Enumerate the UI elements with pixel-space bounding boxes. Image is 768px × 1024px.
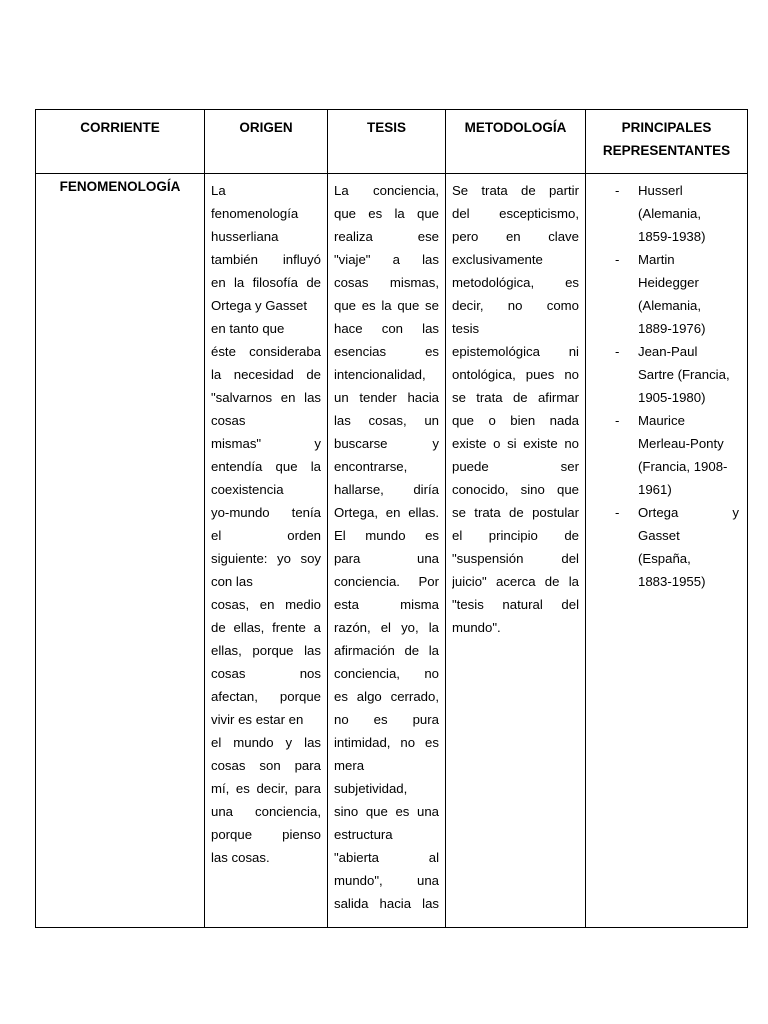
tesis-line: mera xyxy=(334,758,365,773)
metodologia-line: se trata de postular xyxy=(452,505,579,520)
philosophy-table xyxy=(35,109,748,928)
tesis-line: subjetividad, xyxy=(334,781,408,796)
tesis-line: buscarse y xyxy=(334,436,439,451)
bullet-dash: - xyxy=(615,252,620,267)
origen-line: el orden xyxy=(211,528,321,543)
tesis-line: afirmación de la xyxy=(334,643,439,658)
metodologia-line: pero en clave xyxy=(452,229,579,244)
cell-tesis xyxy=(328,174,446,928)
origen-line: el mundo y las xyxy=(211,735,321,750)
tesis-line: no es pura xyxy=(334,712,439,727)
origen-line: ellas, porque las xyxy=(211,643,321,658)
metodologia-line: exclusivamente xyxy=(452,252,543,267)
origen-line: porque pienso xyxy=(211,827,321,842)
bullet-dash: - xyxy=(615,505,620,520)
representante-line: Merleau-Ponty xyxy=(638,436,724,451)
representante-line: (Alemania, xyxy=(638,298,702,313)
tesis-line: "viaje" a las xyxy=(334,252,439,267)
tesis-line: estructura xyxy=(334,827,393,842)
tesis-line: esta misma xyxy=(334,597,439,612)
tesis-line: que es la que xyxy=(334,206,439,221)
representante-line: Sartre (Francia, xyxy=(638,367,730,382)
representante-line: (Alemania, xyxy=(638,206,702,221)
representante-line: Heidegger xyxy=(638,275,699,290)
metodologia-line: "suspensión del xyxy=(452,551,579,566)
tesis-line: sino que es una xyxy=(334,804,439,819)
tesis-line: intimidad, no es xyxy=(334,735,439,750)
header-origen: ORIGEN xyxy=(205,110,328,174)
tesis-line: "abierta al xyxy=(334,850,439,865)
tesis-line: La conciencia, xyxy=(334,183,439,198)
representante-line: 1883-1955) xyxy=(638,574,706,589)
metodologia-text xyxy=(446,174,585,639)
origen-line: también influyó xyxy=(211,252,321,267)
tesis-line: encontrarse, xyxy=(334,459,408,474)
table-header-row xyxy=(36,110,748,174)
origen-line: "salvarnos en las xyxy=(211,390,321,405)
tesis-line: salida hacia las xyxy=(334,896,439,911)
tesis-line: que es la que se xyxy=(334,298,439,313)
origen-line: mí, es decir, para xyxy=(211,781,321,796)
list-item xyxy=(586,501,739,593)
metodologia-line: puede ser xyxy=(452,459,579,474)
list-item xyxy=(586,340,739,409)
origen-line: coexistencia xyxy=(211,482,284,497)
origen-line: de ellas, frente a xyxy=(211,620,321,635)
metodologia-line: Se trata de partir xyxy=(452,183,579,198)
tesis-line: conciencia, no xyxy=(334,666,439,681)
representante-line: 1961) xyxy=(638,482,672,497)
table-row xyxy=(36,174,748,928)
origen-line: yo-mundo tenía xyxy=(211,505,321,520)
tesis-line: hallarse, diría xyxy=(334,482,439,497)
tesis-line: conciencia. Por xyxy=(334,574,439,589)
origen-line: afectan, porque xyxy=(211,689,321,704)
origen-line: cosas son para xyxy=(211,758,321,773)
representante-line: Martin xyxy=(638,252,675,267)
origen-line: Ortega y Gasset xyxy=(211,298,308,313)
bullet-dash: - xyxy=(615,413,620,428)
metodologia-line: el principio de xyxy=(452,528,579,543)
tesis-line: Ortega, en ellas. xyxy=(334,505,439,520)
tesis-line: es algo cerrado, xyxy=(334,689,439,704)
tesis-line: El mundo es xyxy=(334,528,439,543)
bullet-dash: - xyxy=(615,344,620,359)
origen-line: las cosas. xyxy=(211,850,270,865)
tesis-line: hace con las xyxy=(334,321,439,336)
metodologia-line: del escepticismo, xyxy=(452,206,579,221)
metodologia-line: metodológica, es xyxy=(452,275,579,290)
cell-origen xyxy=(205,174,328,928)
metodologia-line: "tesis natural del xyxy=(452,597,579,612)
tesis-line: razón, el yo, la xyxy=(334,620,439,635)
representante-line: (España, xyxy=(638,551,691,566)
list-item xyxy=(586,409,739,501)
metodologia-line: mundo". xyxy=(452,620,501,635)
metodologia-line: conocido, sino que xyxy=(452,482,579,497)
tesis-line: realiza ese xyxy=(334,229,439,244)
origen-line: cosas nos xyxy=(211,666,321,681)
representante-line: 1905-1980) xyxy=(638,390,706,405)
cell-metodologia xyxy=(446,174,586,928)
tesis-line: intencionalidad, xyxy=(334,367,426,382)
tesis-line: un tender hacia xyxy=(334,390,439,405)
origen-line: La xyxy=(211,183,226,198)
metodologia-line: tesis xyxy=(452,321,480,336)
metodologia-line: juicio" acerca de la xyxy=(452,574,579,589)
tesis-line: las cosas, un xyxy=(334,413,439,428)
header-corriente: CORRIENTE xyxy=(36,110,205,174)
metodologia-line: existe o si existe no xyxy=(452,436,579,451)
origen-line: cosas xyxy=(211,413,246,428)
origen-line: vivir es estar en xyxy=(211,712,304,727)
header-principales-line-1: PRINCIPALES xyxy=(621,120,712,135)
bullet-dash: - xyxy=(615,183,620,198)
header-principales-line-2: REPRESENTANTES xyxy=(602,143,731,158)
origen-line: en la filosofía de xyxy=(211,275,321,290)
tesis-text xyxy=(328,174,445,924)
tesis-line: para una xyxy=(334,551,439,566)
list-item xyxy=(586,179,739,248)
origen-line: husserliana xyxy=(211,229,279,244)
header-principales-representantes xyxy=(586,110,748,174)
origen-text xyxy=(205,174,327,869)
list-item xyxy=(586,248,739,340)
origen-line: siguiente: yo soy xyxy=(211,551,321,566)
origen-line: entendía que la xyxy=(211,459,321,474)
origen-line: éste consideraba xyxy=(211,344,321,359)
representante-line: Ortega y xyxy=(638,505,739,520)
metodologia-line: se trata de afirmar xyxy=(452,390,579,405)
origen-line: mismas" y xyxy=(211,436,321,451)
representante-line: 1889-1976) xyxy=(638,321,706,336)
representantes-list xyxy=(586,174,747,593)
cell-corriente: FENOMENOLOGÍA xyxy=(36,174,205,928)
header-tesis: TESIS xyxy=(328,110,446,174)
representante-line: Jean-Paul xyxy=(638,344,698,359)
metodologia-line: ontológica, pues no xyxy=(452,367,579,382)
tesis-line: esencias es xyxy=(334,344,439,359)
tesis-line: mundo", una xyxy=(334,873,439,888)
origen-line: cosas, en medio xyxy=(211,597,321,612)
metodologia-line: que o bien nada xyxy=(452,413,579,428)
origen-line: la necesidad de xyxy=(211,367,321,382)
representante-line: Husserl xyxy=(638,183,683,198)
metodologia-line: decir, no como xyxy=(452,298,579,313)
representante-line: (Francia, 1908- xyxy=(638,459,728,474)
representante-line: Gasset xyxy=(638,528,680,543)
origen-line: fenomenología xyxy=(211,206,299,221)
representante-line: Maurice xyxy=(638,413,685,428)
metodologia-line: epistemológica ni xyxy=(452,344,579,359)
origen-line: una conciencia, xyxy=(211,804,321,819)
tesis-line: cosas mismas, xyxy=(334,275,439,290)
header-metodologia: METODOLOGÍA xyxy=(446,110,586,174)
origen-line: con las xyxy=(211,574,253,589)
representante-line: 1859-1938) xyxy=(638,229,706,244)
cell-representantes xyxy=(586,174,748,928)
origen-line: en tanto que xyxy=(211,321,285,336)
